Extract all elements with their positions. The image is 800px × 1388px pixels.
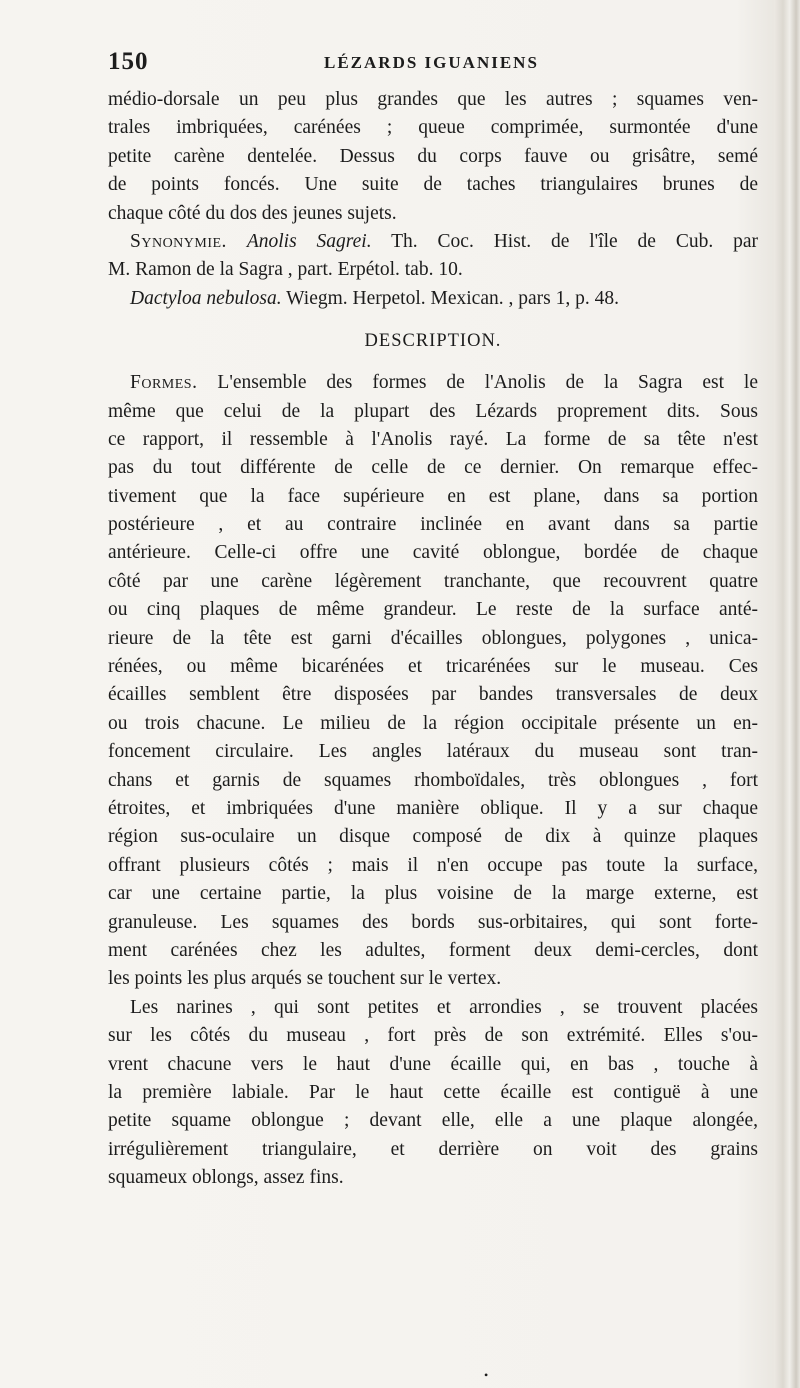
citation: Wiegm. Herpetol. Mexican. , pars 1, p. 48. [286, 287, 619, 309]
formes-first-line: L'ensemble des formes de l'Anolis de la Sagra est le [217, 372, 758, 394]
citation: Th. Coc. Hist. de l'île de Cub. par [391, 230, 759, 252]
text-line: car une certaine partie, la plus voisine de la marge externe, est [108, 883, 758, 905]
text-line: rieure de la tête est garni d'écailles oblongues, polygones , unica- [108, 627, 758, 649]
text-line: les points les plus arqués se touchent sur le vertex. [108, 968, 502, 990]
text-line: tivement que la face supérieure en est plane, dans sa portion [108, 485, 758, 507]
text-line: région sus-oculaire un disque composé de dix à quinze plaques [108, 826, 758, 848]
text-line: petite squame oblongue ; devant elle, elle a une plaque alongée, [108, 1110, 758, 1132]
synonymy-label: Synonymie. [130, 230, 227, 252]
text-line: pas du tout différente de celle de ce dernier. On remarque effec- [108, 457, 758, 479]
text-line: antérieure. Celle-ci offre une cavité oblongue, bordée de chaque [108, 542, 758, 564]
text-line: étroites, et imbriquées d'une manière oblique. Il y a sur chaque [108, 797, 758, 819]
text-line: granuleuse. Les squames des bords sus-orbitaires, qui sont forte- [108, 911, 758, 933]
text-line: offrant plusieurs côtés ; mais il n'en occupe pas toute la surface, [108, 854, 758, 876]
text-line: rénées, ou même bicarénées et tricarénées sur le museau. Ces [108, 656, 758, 678]
text-line: postérieure , et au contraire inclinée en avant dans sa partie [108, 514, 758, 536]
text-line: sur les côtés du museau , fort près de son extrémité. Elles s'ou- [108, 1025, 758, 1047]
text-line: écailles semblent être disposées par bandes transversales de deux [108, 684, 758, 706]
page-number: 150 [108, 48, 149, 75]
synonymy-line: M. Ramon de la Sagra , part. Erpétol. tab. 10. [108, 259, 463, 281]
running-head: LÉZARDS IGUANIENS [324, 53, 539, 72]
text-line: de points foncés. Une suite de taches triangulaires brunes de [108, 174, 758, 196]
text-line: chans et garnis de squames rhomboïdales, très oblongues , fort [108, 769, 758, 791]
text-line: foncement circulaire. Les angles latéraux du museau sont tran- [108, 741, 758, 763]
text-line: chaque côté du dos des jeunes sujets. [108, 202, 397, 224]
page-gutter-shadow [774, 0, 800, 1388]
text-line: irrégulièrement triangulaire, et derrière on voit des grains [108, 1138, 758, 1160]
text-line: vrent chacune vers le haut d'une écaille qui, en bas , touche à [108, 1053, 758, 1075]
text-line: ou trois chacune. Le milieu de la région occipitale présente un en- [108, 712, 758, 734]
taxon-name: Dactyloa nebulosa. [130, 287, 282, 309]
text-line: la première labiale. Par le haut cette écaille est contiguë à une [108, 1081, 758, 1103]
taxon-name: Anolis Sagrei. [246, 230, 372, 252]
text-line: même que celui de la plupart des Lézards proprement dits. Sous [108, 400, 758, 422]
synonymy-line [108, 285, 758, 313]
text-line: ce rapport, il ressemble à l'Anolis rayé. La forme de sa tête n'est [108, 428, 758, 450]
page-header [108, 48, 758, 78]
footer-mark: • [484, 1368, 489, 1382]
text-line: petite carène dentelée. Dessus du corps fauve ou grisâtre, semé [108, 145, 758, 167]
text-line: trales imbriquées, carénées ; queue comprimée, surmontée d'une [108, 117, 758, 139]
text-line: Les narines , qui sont petites et arrondies , se trouvent placées [130, 996, 758, 1018]
text-line: squameux oblongs, assez fins. [108, 1167, 344, 1189]
formes-label: Formes. [130, 372, 198, 394]
text-line [108, 369, 758, 397]
text-line: côté par une carène légèrement tranchante, que recouvrent quatre [108, 570, 758, 592]
text-line: médio-dorsale un peu plus grandes que les autres ; squames ven- [108, 89, 758, 110]
synonymy-line [108, 228, 758, 256]
section-heading: DESCRIPTION. [364, 331, 502, 352]
text-line: ment carénées chez les adultes, forment deux demi-cercles, dont [108, 939, 758, 961]
body-text [108, 86, 758, 1192]
text-line: ou cinq plaques de même grandeur. Le reste de la surface anté- [108, 599, 758, 621]
